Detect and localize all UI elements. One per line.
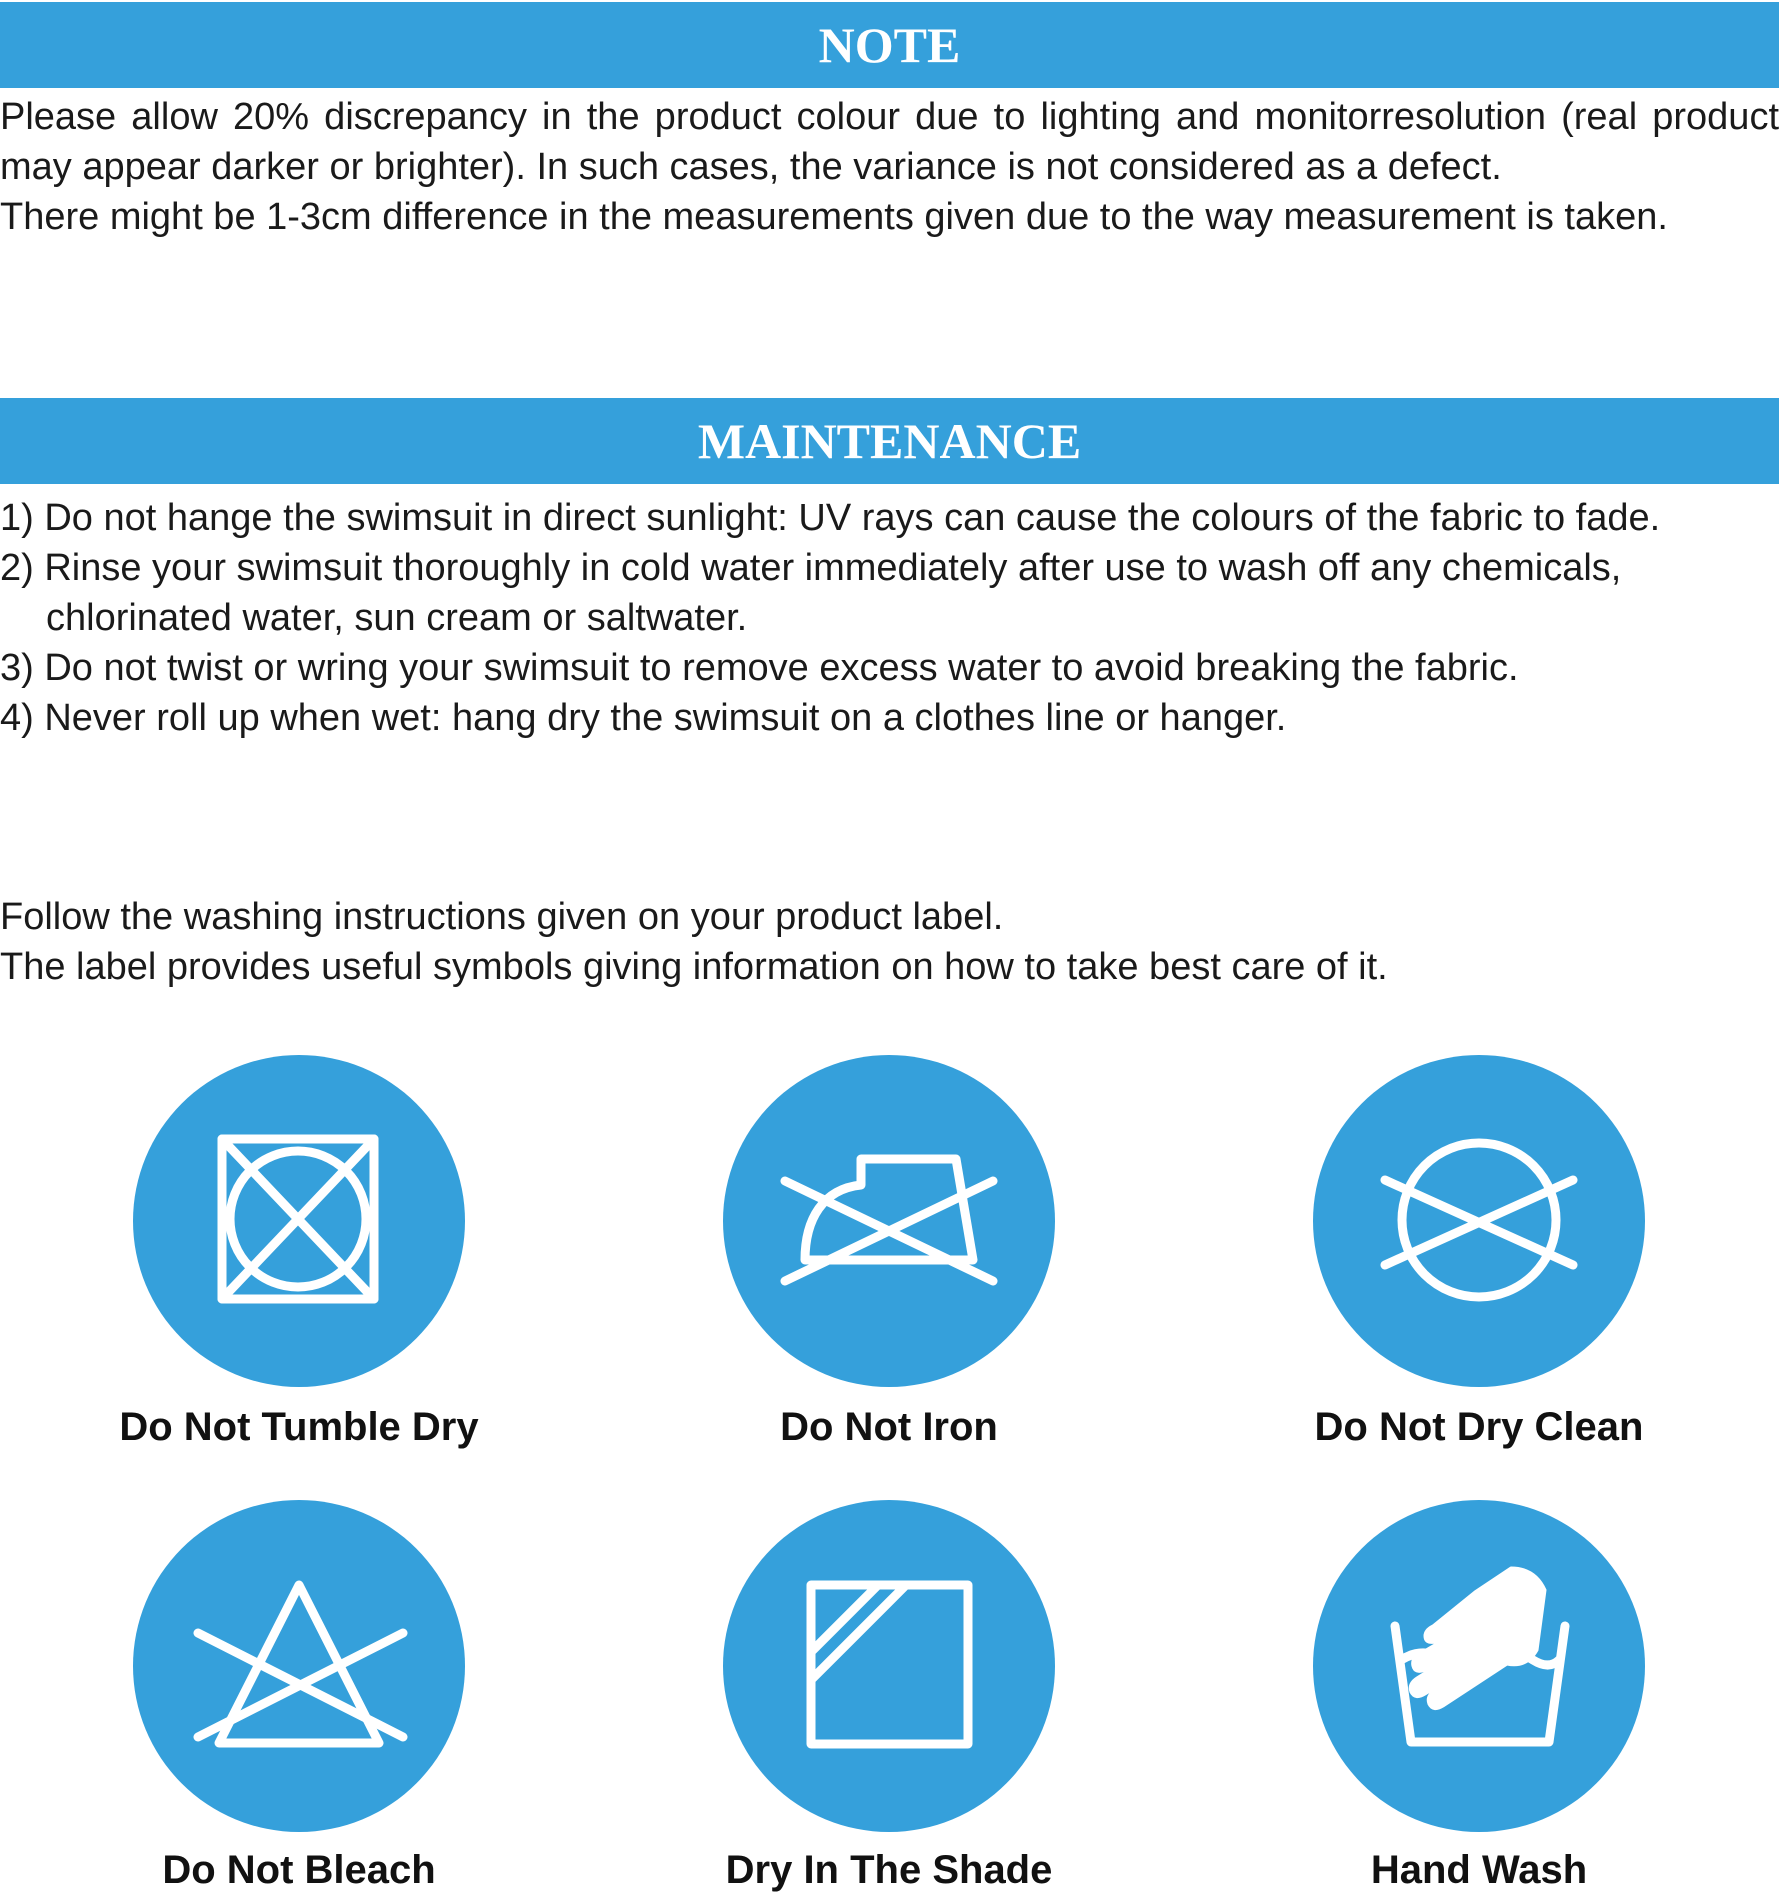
do-not-dry-clean-icon bbox=[1313, 1055, 1645, 1387]
maintenance-heading: MAINTENANCE bbox=[0, 398, 1779, 484]
do-not-iron-icon bbox=[723, 1055, 1055, 1387]
care-label: Dry In The Shade bbox=[725, 1848, 1053, 1892]
follow-instructions bbox=[0, 892, 1779, 992]
note-paragraph-colour: Please allow 20% discrepancy in the product colour due to lighting and monitorresolution (real product may appear darker or brighter). In such cases, the variance is not considered as a defect. bbox=[0, 96, 1779, 188]
note-paragraph-measurement: There might be 1-3cm difference in the measurements given due to the way measurement is taken. bbox=[0, 196, 1668, 238]
care-label: Hand Wash bbox=[1370, 1848, 1588, 1892]
maintenance-item: 4) Never roll up when wet: hang dry the swimsuit on a clothes line or hanger. bbox=[0, 697, 1287, 739]
maintenance-list bbox=[0, 493, 1779, 743]
note-text bbox=[0, 92, 1779, 242]
care-label: Do Not Tumble Dry bbox=[119, 1405, 479, 1449]
follow-line: Follow the washing instructions given on your product label. bbox=[0, 896, 1004, 938]
note-heading: NOTE bbox=[0, 2, 1779, 88]
care-label: Do Not Dry Clean bbox=[1314, 1405, 1644, 1449]
follow-line: The label provides useful symbols giving information on how to take best care of it. bbox=[0, 946, 1388, 988]
dry-in-shade-icon bbox=[723, 1500, 1055, 1832]
care-label: Do Not Bleach bbox=[162, 1848, 436, 1892]
maintenance-item: 3) Do not twist or wring your swimsuit to remove excess water to avoid breaking the fabric. bbox=[0, 647, 1519, 689]
care-label: Do Not Iron bbox=[780, 1405, 998, 1449]
maintenance-item: 1) Do not hange the swimsuit in direct sunlight: UV rays can cause the colours of the fabric to fade. bbox=[0, 497, 1661, 539]
do-not-bleach-icon bbox=[133, 1500, 465, 1832]
maintenance-item: 2) Rinse your swimsuit thoroughly in cold water immediately after use to wash off any chemicals, chlorinated water, sun cream or saltwater. bbox=[0, 547, 1622, 639]
hand-wash-icon bbox=[1313, 1500, 1645, 1832]
do-not-tumble-dry-icon bbox=[133, 1055, 465, 1387]
